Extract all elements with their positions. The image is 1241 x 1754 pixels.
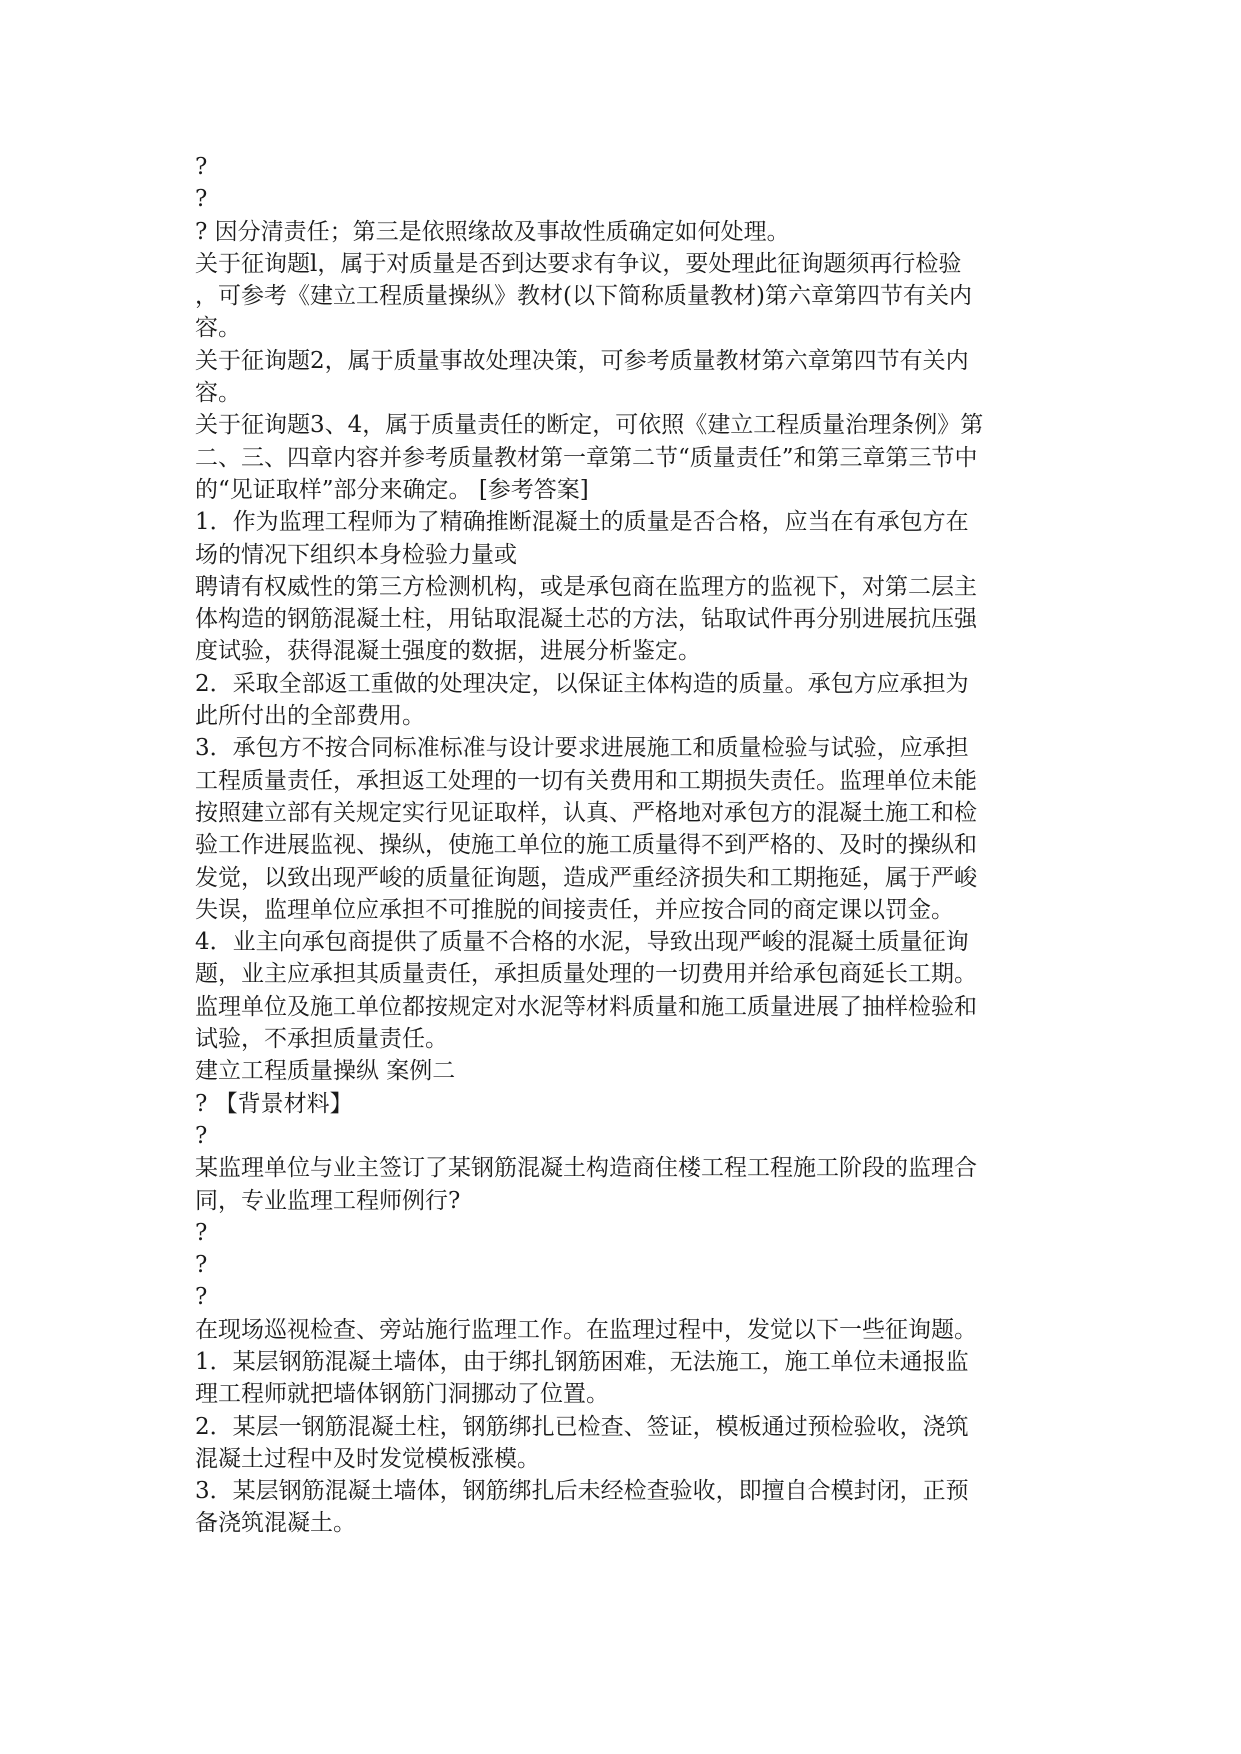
text-line: 关于征询题2，属于质量事故处理决策，可参考质量教材第六章第四节有关内 bbox=[195, 347, 969, 374]
text-line: 在现场巡视检查、旁站施行监理工作。在监理过程中，发觉以下一些征询题。 bbox=[195, 1316, 977, 1343]
text-line: ，可参考《建立工程质量操纵》教材(以下简称质量教材)第六章第四节有关内 bbox=[195, 283, 972, 310]
text-line: 3．某层钢筋混凝土墙体，钢筋绑扎后未经检查验收，即擅自合模封闭，正预 bbox=[195, 1478, 969, 1505]
text-line: 备浇筑混凝土。 bbox=[195, 1510, 356, 1537]
text-line: 关于征询题3、4，属于质量责任的断定，可依照《建立工程质量治理条例》第 bbox=[195, 412, 984, 439]
text-line: 工程质量责任，承担返工处理的一切有关费用和工期损失责任。监理单位未能 bbox=[195, 767, 977, 794]
text-line: 3．承包方不按合同标准标准与设计要求进展施工和质量检验与试验，应承担 bbox=[195, 735, 969, 762]
text-line: 2．采取全部返工重做的处理决定，以保证主体构造的质量。承包方应承担为 bbox=[195, 670, 969, 697]
text-line: 失误，监理单位应承担不可推脱的间接责任，并应按合同的商定课以罚金。 bbox=[195, 896, 954, 923]
text-line: 题，业主应承担其质量责任，承担质量处理的一切费用并给承包商延长工期。 bbox=[195, 961, 977, 988]
text-line: 1．某层钢筋混凝土墙体，由于绑扎钢筋困难，无法施工，施工单位未通报监 bbox=[195, 1348, 969, 1375]
text-line: ? 因分清责任；第三是依照缘故及事故性质确定如何处理。 bbox=[195, 218, 790, 245]
text-line: ? bbox=[195, 154, 208, 180]
text-line: 聘请有权威性的第三方检测机构，或是承包商在监理方的监视下，对第二层主 bbox=[195, 573, 977, 600]
text-line: 的“见证取样”部分来确定。 [参考答案] bbox=[195, 476, 589, 503]
text-line: ? bbox=[195, 186, 208, 213]
text-line: 试验，不承担质量责任。 bbox=[195, 1026, 448, 1053]
text-line: ? 【背景材料】 bbox=[195, 1090, 353, 1117]
text-line: 此所付出的全部费用。 bbox=[195, 703, 425, 730]
text-line: 场的情况下组织本身检验力量或 bbox=[195, 541, 517, 568]
text-line: 4．业主向承包商提供了质量不合格的水泥，导致出现严峻的混凝土质量征询 bbox=[195, 929, 969, 956]
text-line: 1．作为监理工程师为了精确推断混凝土的质量是否合格，应当在有承包方在 bbox=[195, 509, 969, 536]
text-line: ? bbox=[195, 1219, 208, 1246]
text-line: 理工程师就把墙体钢筋门洞挪动了位置。 bbox=[195, 1381, 609, 1408]
text-line: 发觉，以致出现严峻的质量征询题，造成严重经济损失和工期拖延，属于严峻 bbox=[195, 864, 977, 891]
text-line: 建立工程质量操纵 案例二 bbox=[195, 1058, 456, 1085]
text-line: ? bbox=[195, 1252, 208, 1279]
text-line: 某监理单位与业主签订了某钢筋混凝土构造商住楼工程工程施工阶段的监理合 bbox=[195, 1155, 977, 1182]
text-line: 体构造的钢筋混凝土柱，用钻取混凝土芯的方法，钻取试件再分别进展抗压强 bbox=[195, 606, 977, 633]
text-line: 容。 bbox=[195, 315, 241, 342]
text-line: ? bbox=[195, 1122, 208, 1149]
text-line: 二、三、四章内容并参考质量教材第一章第二节“质量责任”和第三章第三节中 bbox=[195, 444, 978, 471]
text-line: 同，专业监理工程师例行? bbox=[195, 1187, 461, 1214]
text-line: 2．某层一钢筋混凝土柱，钢筋绑扎已检查、签证，模板通过预检验收，浇筑 bbox=[195, 1413, 969, 1440]
text-line: ? bbox=[195, 1284, 208, 1311]
text-line: 混凝土过程中及时发觉模板涨模。 bbox=[195, 1445, 540, 1472]
text-line: 度试验，获得混凝土强度的数据，进展分析鉴定。 bbox=[195, 638, 701, 665]
text-line: 容。 bbox=[195, 380, 241, 407]
document-body bbox=[195, 151, 1055, 1540]
text-line: 监理单位及施工单位都按规定对水泥等材料质量和施工质量进展了抽样检验和 bbox=[195, 993, 977, 1020]
text-line: 验工作进展监视、操纵，使施工单位的施工质量得不到严格的、及时的操纵和 bbox=[195, 832, 977, 859]
text-line: 关于征询题l，属于对质量是否到达要求有争议，要处理此征询题须再行检验 bbox=[195, 250, 962, 277]
text-line: 按照建立部有关规定实行见证取样，认真、严格地对承包方的混凝土施工和检 bbox=[195, 799, 977, 826]
